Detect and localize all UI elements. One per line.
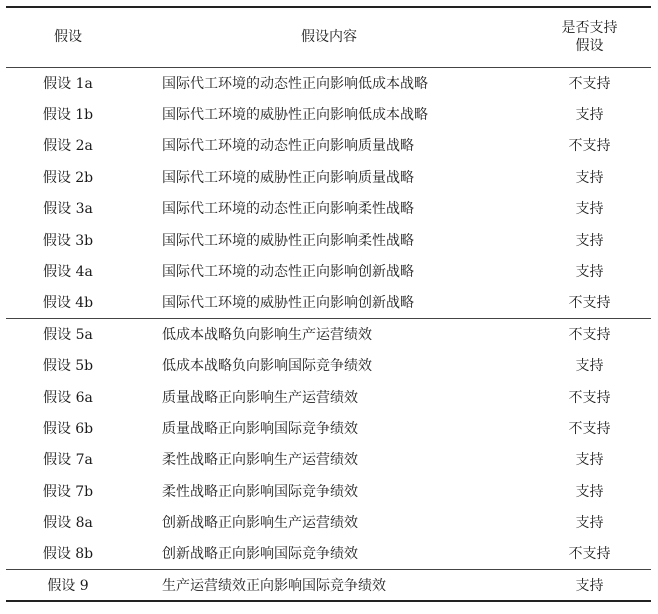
cell-hypothesis: 假设 2a [43, 138, 93, 155]
header-content: 假设内容 [301, 29, 357, 46]
cell-hypothesis: 假设 5b [42, 358, 94, 375]
cell-hypothesis: 假设 9 [47, 577, 89, 594]
cell-support: 支持 [575, 201, 604, 218]
cell-hypothesis: 假设 5a [43, 327, 93, 344]
cell-content: 国际代工环境的威胁性正向影响质量战略 [162, 169, 414, 186]
cell-hypothesis: 假设 6b [42, 420, 94, 437]
cell-content: 低成本战略负向影响国际竞争绩效 [162, 358, 372, 375]
cell-hypothesis: 假设 7b [42, 483, 94, 500]
table-row [6, 412, 651, 443]
header-support-line1: 是否支持 [561, 20, 618, 37]
table-row [6, 224, 651, 255]
cell-support: 不支持 [568, 546, 611, 563]
cell-support: 不支持 [568, 327, 611, 344]
cell-content: 柔性战略正向影响国际竞争绩效 [162, 483, 358, 500]
table-row [6, 98, 651, 129]
cell-hypothesis: 假设 8a [43, 515, 93, 532]
cell-support: 支持 [575, 577, 604, 594]
cell-content: 生产运营绩效正向影响国际竞争绩效 [162, 577, 386, 594]
cell-content: 国际代工环境的威胁性正向影响柔性战略 [162, 232, 414, 249]
cell-content: 创新战略正向影响生产运营绩效 [162, 515, 358, 532]
cell-support: 不支持 [568, 75, 611, 92]
cell-hypothesis: 假设 1b [42, 107, 94, 124]
cell-content: 质量战略正向影响国际竞争绩效 [162, 420, 358, 437]
cell-content: 国际代工环境的威胁性正向影响低成本战略 [162, 107, 428, 124]
cell-support: 支持 [575, 483, 604, 500]
table-row [6, 444, 651, 475]
hypothesis-table [6, 6, 651, 602]
cell-support: 支持 [575, 452, 604, 469]
header-row [6, 7, 651, 67]
cell-support: 不支持 [568, 389, 611, 406]
cell-content: 国际代工环境的动态性正向影响创新战略 [162, 264, 414, 281]
cell-content: 低成本战略负向影响生产运营绩效 [162, 327, 372, 344]
table-row [6, 350, 651, 381]
table-row [6, 318, 651, 349]
cell-content: 国际代工环境的动态性正向影响质量战略 [162, 138, 414, 155]
cell-hypothesis: 假设 3a [43, 201, 93, 218]
cell-support: 支持 [575, 107, 604, 124]
cell-hypothesis: 假设 8b [42, 546, 94, 563]
cell-hypothesis: 假设 1a [43, 75, 93, 92]
table-row [6, 506, 651, 537]
cell-content: 柔性战略正向影响生产运营绩效 [162, 452, 358, 469]
cell-hypothesis: 假设 2b [42, 169, 94, 186]
table-row [6, 287, 651, 318]
cell-hypothesis: 假设 7a [43, 452, 93, 469]
header-support-line2: 假设 [575, 38, 604, 55]
cell-support: 支持 [575, 358, 604, 375]
table-row [6, 161, 651, 192]
cell-support: 支持 [575, 515, 604, 532]
cell-support: 支持 [575, 264, 604, 281]
table-row [6, 381, 651, 412]
table-body [6, 67, 651, 601]
cell-support: 不支持 [568, 138, 611, 155]
cell-content: 质量战略正向影响生产运营绩效 [162, 389, 358, 406]
cell-hypothesis: 假设 3b [42, 232, 94, 249]
cell-hypothesis: 假设 4a [43, 264, 93, 281]
table-row [6, 255, 651, 286]
header-support [528, 7, 651, 67]
cell-content: 创新战略正向影响国际竞争绩效 [162, 546, 358, 563]
table-row [6, 130, 651, 161]
header-hypothesis: 假设 [54, 29, 82, 46]
hypothesis-table-container [6, 6, 651, 602]
cell-content: 国际代工环境的动态性正向影响柔性战略 [162, 201, 414, 218]
cell-support: 不支持 [568, 295, 611, 312]
cell-support: 不支持 [568, 420, 611, 437]
table-row [6, 569, 651, 600]
table-row [6, 67, 651, 98]
table-row [6, 475, 651, 506]
cell-support: 支持 [575, 232, 604, 249]
cell-content: 国际代工环境的威胁性正向影响创新战略 [162, 295, 414, 312]
table-header [6, 7, 651, 67]
table-row [6, 193, 651, 224]
cell-content: 国际代工环境的动态性正向影响低成本战略 [162, 75, 428, 92]
cell-hypothesis: 假设 6a [43, 389, 93, 406]
table-row [6, 538, 651, 569]
cell-hypothesis: 假设 4b [42, 295, 94, 312]
cell-support: 支持 [575, 169, 604, 186]
